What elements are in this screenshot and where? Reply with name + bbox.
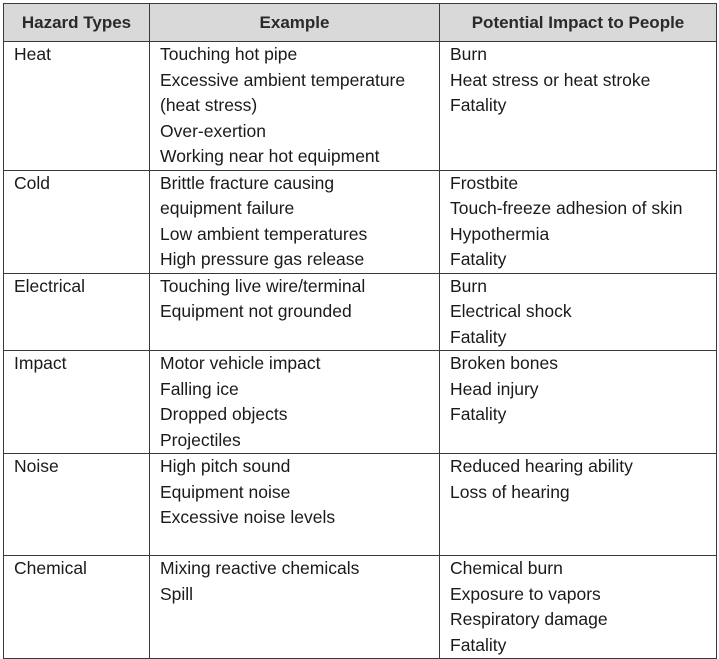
- impact-line: Hypothermia: [450, 223, 550, 244]
- impact-line: Fatality: [450, 95, 507, 115]
- impact-line: Touch-freeze adhesion of skin: [450, 198, 683, 218]
- impact-line: Frostbite: [450, 172, 519, 193]
- header-potential-impact: Potential Impact to People: [440, 4, 717, 42]
- example-line: equipment failure: [160, 198, 295, 218]
- hazard-type: Impact: [14, 353, 67, 373]
- example-cell: [150, 273, 440, 351]
- example-line: Over-exertion: [160, 120, 267, 141]
- impact-line: Fatality: [450, 326, 507, 347]
- impact-line: Burn: [450, 44, 487, 64]
- hazard-type: Electrical: [14, 275, 85, 296]
- table-row: [4, 273, 717, 351]
- header-example: Example: [150, 4, 440, 42]
- impact-line: Exposure to vapors: [450, 583, 601, 604]
- hazard-type: Cold: [14, 172, 50, 193]
- example-line: Low ambient temperatures: [160, 223, 368, 244]
- example-line: Equipment not grounded: [160, 301, 352, 321]
- impact-cell: [440, 454, 717, 556]
- impact-cell: [440, 273, 717, 351]
- hazard-table: [3, 3, 717, 659]
- impact-line: Loss of hearing: [450, 481, 570, 502]
- hazard-type-cell: [4, 351, 150, 454]
- table-row: [4, 351, 717, 454]
- impact-cell: [440, 42, 717, 171]
- table-row: [4, 454, 717, 556]
- example-cell: [150, 170, 440, 273]
- example-line: Equipment noise: [160, 481, 291, 502]
- example-line: High pitch sound: [160, 456, 291, 476]
- header-hazard-types: Hazard Types: [4, 4, 150, 42]
- hazard-type-cell: [4, 454, 150, 556]
- example-cell: [150, 556, 440, 659]
- impact-line: Fatality: [450, 634, 507, 655]
- impact-line: Head injury: [450, 378, 539, 399]
- impact-line: Chemical burn: [450, 558, 563, 578]
- table-row: [4, 170, 717, 273]
- example-line: Touching hot pipe: [160, 44, 298, 64]
- example-line: Touching live wire/terminal: [160, 275, 366, 296]
- impact-line: Heat stress or heat stroke: [450, 69, 651, 90]
- table-row: [4, 42, 717, 171]
- example-line: (heat stress): [160, 95, 258, 115]
- example-line: Mixing reactive chemicals: [160, 558, 360, 578]
- impact-line: Fatality: [450, 249, 507, 269]
- hazard-type-cell: [4, 42, 150, 171]
- impact-cell: [440, 556, 717, 659]
- impact-cell: [440, 170, 717, 273]
- example-line: Motor vehicle impact: [160, 353, 321, 373]
- example-cell: [150, 42, 440, 171]
- impact-line: Broken bones: [450, 353, 558, 373]
- hazard-type: Noise: [14, 456, 59, 476]
- hazard-type-cell: [4, 556, 150, 659]
- impact-line: Burn: [450, 275, 487, 296]
- impact-cell: [440, 351, 717, 454]
- hazard-type: Chemical: [14, 558, 87, 578]
- example-line: Falling ice: [160, 378, 239, 399]
- example-cell: [150, 351, 440, 454]
- hazard-type-cell: [4, 273, 150, 351]
- example-line: Projectiles: [160, 429, 241, 450]
- example-cell: [150, 454, 440, 556]
- example-line: High pressure gas release: [160, 249, 365, 269]
- impact-line: Electrical shock: [450, 301, 572, 321]
- example-line: Excessive noise levels: [160, 507, 336, 527]
- table-body: [4, 42, 717, 659]
- impact-line: Reduced hearing ability: [450, 456, 633, 476]
- hazard-type-cell: [4, 170, 150, 273]
- impact-line: Fatality: [450, 404, 507, 424]
- example-line: Dropped objects: [160, 404, 288, 424]
- table-row: [4, 556, 717, 659]
- impact-line: Respiratory damage: [450, 609, 608, 629]
- example-line: Spill: [160, 583, 194, 604]
- hazard-type: Heat: [14, 44, 51, 64]
- example-line: Working near hot equipment: [160, 146, 380, 166]
- header-row: [4, 4, 717, 42]
- example-line: Excessive ambient temperature: [160, 69, 406, 90]
- example-line: Brittle fracture causing: [160, 172, 335, 193]
